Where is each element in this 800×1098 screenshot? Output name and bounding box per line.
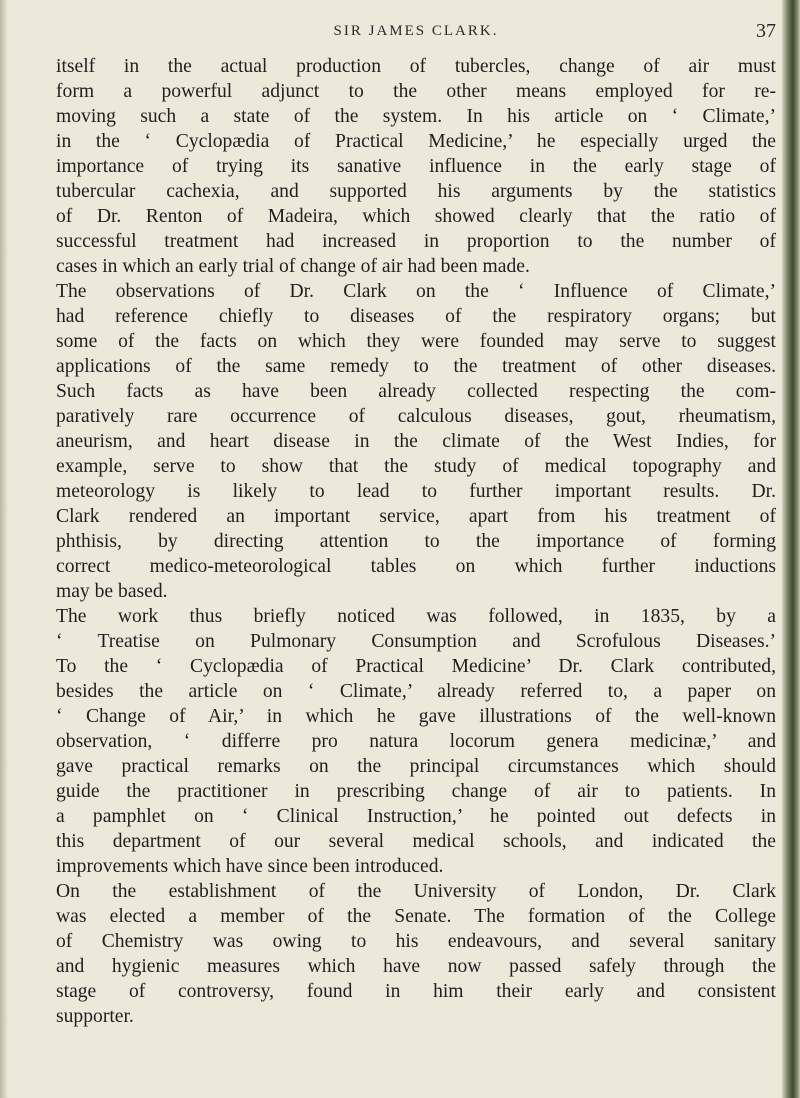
text-line: On the establishment of the University of London, Dr. Clark bbox=[56, 881, 776, 902]
text-line: improvements which have since been introduced. bbox=[56, 856, 444, 877]
text-line: supporter. bbox=[56, 1006, 134, 1027]
text-line: a pamphlet on ‘ Clinical Instruction,’ he pointed out defects in bbox=[56, 806, 776, 827]
page-number: 37 bbox=[756, 20, 776, 42]
text-line: in the ‘ Cyclopædia of Practical Medicine,’ he especially urged the bbox=[56, 131, 776, 152]
text-line: example, serve to show that the study of medical topography and bbox=[56, 456, 776, 477]
body-text bbox=[56, 54, 776, 1029]
text-line: importance of trying its sanative influence in the early stage of bbox=[56, 156, 776, 177]
text-line: form a powerful adjunct to the other means employed for re- bbox=[56, 81, 776, 102]
text-line: correct medico-meteorological tables on which further inductions bbox=[56, 556, 776, 577]
page-header bbox=[56, 18, 776, 44]
text-line: ‘ Change of Air,’ in which he gave illustrations of the well-known bbox=[56, 706, 776, 727]
page-gutter-shadow bbox=[0, 0, 8, 1098]
text-line: of Chemistry was owing to his endeavours, and several sanitary bbox=[56, 931, 776, 952]
text-line: observation, ‘ differre pro natura locorum genera medicinæ,’ and bbox=[56, 731, 776, 752]
text-line: had reference chiefly to diseases of the respiratory organs; but bbox=[56, 306, 776, 327]
text-line: phthisis, by directing attention to the importance of forming bbox=[56, 531, 776, 552]
text-line: moving such a state of the system. In his article on ‘ Climate,’ bbox=[56, 106, 776, 127]
text-line: The work thus briefly noticed was followed, in 1835, by a bbox=[56, 606, 776, 627]
text-line: paratively rare occurrence of calculous diseases, gout, rheumatism, bbox=[56, 406, 776, 427]
text-line: may be based. bbox=[56, 581, 168, 602]
text-line: guide the practitioner in prescribing change of air to patients. In bbox=[56, 781, 776, 802]
book-edge bbox=[782, 0, 800, 1098]
text-line: The observations of Dr. Clark on the ‘ Influence of Climate,’ bbox=[56, 281, 776, 302]
text-line: ‘ Treatise on Pulmonary Consumption and Scrofulous Diseases.’ bbox=[56, 631, 776, 652]
text-line: cases in which an early trial of change of air had been made. bbox=[56, 256, 530, 277]
text-line: was elected a member of the Senate. The formation of the College bbox=[56, 906, 776, 927]
text-line: and hygienic measures which have now passed safely through the bbox=[56, 956, 776, 977]
text-line: of Dr. Renton of Madeira, which showed clearly that the ratio of bbox=[56, 206, 776, 227]
text-line: gave practical remarks on the principal circumstances which should bbox=[56, 756, 776, 777]
text-line: meteorology is likely to lead to further important results. Dr. bbox=[56, 481, 776, 502]
text-line: stage of controversy, found in him their early and consistent bbox=[56, 981, 776, 1002]
running-head: SIR JAMES CLARK. bbox=[333, 23, 499, 39]
text-line: this department of our several medical schools, and indicated the bbox=[56, 831, 776, 852]
text-line: successful treatment had increased in proportion to the number of bbox=[56, 231, 776, 252]
text-line: besides the article on ‘ Climate,’ already referred to, a paper on bbox=[56, 681, 776, 702]
text-line: To the ‘ Cyclopædia of Practical Medicine’ Dr. Clark contributed, bbox=[56, 656, 776, 677]
text-line: aneurism, and heart disease in the climate of the West Indies, for bbox=[56, 431, 776, 452]
text-line: applications of the same remedy to the treatment of other diseases. bbox=[56, 356, 776, 377]
text-line: itself in the actual production of tubercles, change of air must bbox=[56, 56, 776, 77]
text-line: Clark rendered an important service, apart from his treatment of bbox=[56, 506, 776, 527]
text-line: some of the facts on which they were founded may serve to suggest bbox=[56, 331, 776, 352]
text-line: Such facts as have been already collected respecting the com- bbox=[56, 381, 776, 402]
text-line: tubercular cachexia, and supported his arguments by the statistics bbox=[56, 181, 776, 202]
